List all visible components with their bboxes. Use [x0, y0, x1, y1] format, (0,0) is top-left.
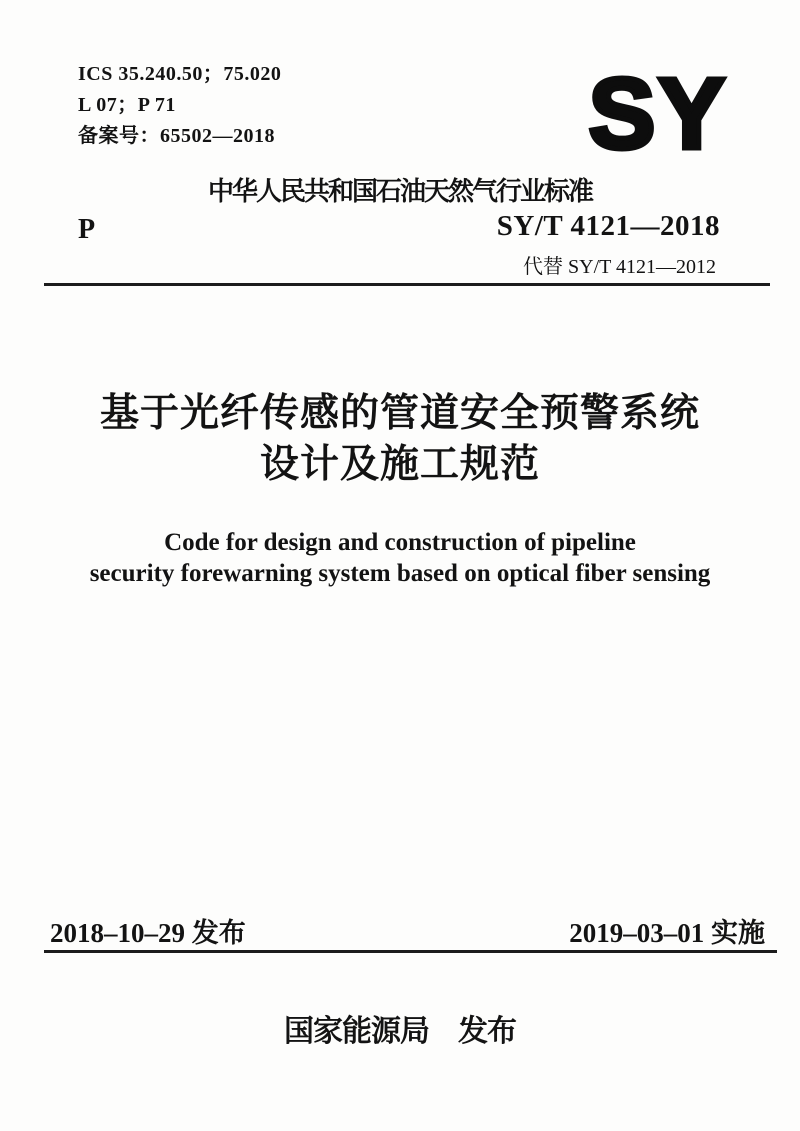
category-letter: P	[78, 214, 96, 245]
document-title-cn-line1: 基于光纤传感的管道安全预警系统	[99, 392, 700, 435]
header-rule	[44, 283, 770, 286]
record-number-line: 备案号：65502—2018	[78, 125, 275, 147]
issue-date: 2018–10–29 发布	[50, 918, 246, 948]
sy-logo: SY	[588, 58, 728, 170]
industry-standard-title: 中华人民共和国石油天然气行业标准	[207, 176, 592, 206]
standard-number: SY/T 4121—2018	[496, 210, 720, 242]
date-row	[50, 911, 765, 950]
doc-class-line: L 07；P 71	[78, 94, 176, 116]
classification-block	[78, 59, 281, 152]
replaced-standard-note: 代替 SY/T 4121—2012	[523, 256, 716, 278]
footer-rule	[44, 950, 777, 953]
document-title-cn	[0, 388, 800, 490]
document-title-cn-line2: 设计及施工规范	[259, 443, 540, 486]
implementation-date: 2019–03–01 实施	[569, 918, 765, 948]
ics-code-line: ICS 35.240.50；75.020	[78, 63, 282, 85]
document-title-en	[0, 527, 800, 589]
document-title-en-line2: security forewarning system based on optical fiber sensing	[89, 560, 711, 587]
document-title-en-line1: Code for design and construction of pipeline	[164, 529, 636, 556]
publisher-line: 国家能源局 发布	[284, 1015, 516, 1048]
